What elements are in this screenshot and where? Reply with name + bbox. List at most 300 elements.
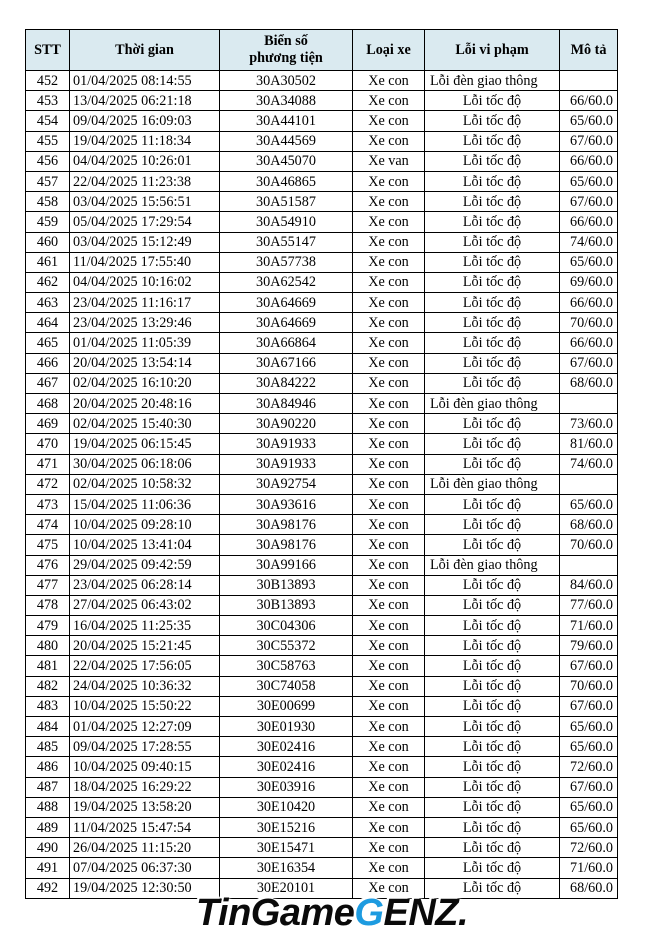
cell-violation: Lỗi tốc độ <box>425 171 560 191</box>
cell-stt: 474 <box>26 515 70 535</box>
cell-vehicle-type: Xe con <box>353 817 425 837</box>
table-row <box>26 151 618 171</box>
cell-vehicle-type: Xe con <box>353 575 425 595</box>
cell-plate: 30A67166 <box>220 353 353 373</box>
cell-vehicle-type: Xe con <box>353 838 425 858</box>
cell-stt: 478 <box>26 595 70 615</box>
cell-violation: Lỗi đèn giao thông <box>425 474 560 494</box>
table-row <box>26 414 618 434</box>
cell-plate: 30A30502 <box>220 71 353 91</box>
header-plate <box>220 30 353 71</box>
cell-violation: Lỗi tốc độ <box>425 656 560 676</box>
cell-plate: 30B13893 <box>220 575 353 595</box>
table-row <box>26 555 618 575</box>
cell-vehicle-type: Xe con <box>353 394 425 414</box>
cell-violation: Lỗi tốc độ <box>425 353 560 373</box>
cell-time: 19/04/2025 06:15:45 <box>70 434 220 454</box>
cell-stt: 477 <box>26 575 70 595</box>
cell-description: 65/60.0 <box>560 111 618 131</box>
cell-violation: Lỗi đèn giao thông <box>425 394 560 414</box>
cell-stt: 468 <box>26 394 70 414</box>
header-description: Mô tả <box>560 30 618 71</box>
cell-description: 68/60.0 <box>560 878 618 898</box>
table-row <box>26 293 618 313</box>
cell-plate: 30A34088 <box>220 91 353 111</box>
cell-description: 70/60.0 <box>560 313 618 333</box>
cell-stt: 469 <box>26 414 70 434</box>
cell-time: 24/04/2025 10:36:32 <box>70 676 220 696</box>
cell-stt: 486 <box>26 757 70 777</box>
cell-violation: Lỗi đèn giao thông <box>425 555 560 575</box>
cell-vehicle-type: Xe con <box>353 474 425 494</box>
table-row <box>26 171 618 191</box>
cell-vehicle-type: Xe con <box>353 272 425 292</box>
cell-plate: 30E01930 <box>220 717 353 737</box>
cell-stt: 467 <box>26 373 70 393</box>
cell-description: 71/60.0 <box>560 858 618 878</box>
cell-vehicle-type: Xe con <box>353 434 425 454</box>
cell-vehicle-type: Xe con <box>353 333 425 353</box>
cell-vehicle-type: Xe con <box>353 313 425 333</box>
cell-stt: 453 <box>26 91 70 111</box>
cell-plate: 30E03916 <box>220 777 353 797</box>
cell-violation: Lỗi tốc độ <box>425 414 560 434</box>
cell-vehicle-type: Xe con <box>353 131 425 151</box>
cell-vehicle-type: Xe con <box>353 171 425 191</box>
cell-description: 68/60.0 <box>560 515 618 535</box>
cell-time: 10/04/2025 09:40:15 <box>70 757 220 777</box>
cell-description: 67/60.0 <box>560 192 618 212</box>
cell-vehicle-type: Xe con <box>353 192 425 212</box>
cell-description: 66/60.0 <box>560 293 618 313</box>
cell-plate: 30E02416 <box>220 757 353 777</box>
cell-vehicle-type: Xe con <box>353 71 425 91</box>
cell-vehicle-type: Xe con <box>353 111 425 131</box>
cell-vehicle-type: Xe con <box>353 797 425 817</box>
cell-stt: 471 <box>26 454 70 474</box>
cell-violation: Lỗi tốc độ <box>425 535 560 555</box>
cell-violation: Lỗi tốc độ <box>425 151 560 171</box>
cell-violation: Lỗi tốc độ <box>425 313 560 333</box>
table-row <box>26 757 618 777</box>
table-row <box>26 394 618 414</box>
violations-table <box>25 29 618 899</box>
cell-time: 01/04/2025 08:14:55 <box>70 71 220 91</box>
table-row <box>26 717 618 737</box>
cell-vehicle-type: Xe con <box>353 353 425 373</box>
table-row <box>26 696 618 716</box>
cell-time: 27/04/2025 06:43:02 <box>70 595 220 615</box>
cell-violation: Lỗi tốc độ <box>425 575 560 595</box>
cell-vehicle-type: Xe con <box>353 293 425 313</box>
cell-violation: Lỗi tốc độ <box>425 373 560 393</box>
cell-description: 69/60.0 <box>560 272 618 292</box>
table-row <box>26 212 618 232</box>
cell-stt: 491 <box>26 858 70 878</box>
cell-description: 65/60.0 <box>560 494 618 514</box>
cell-stt: 482 <box>26 676 70 696</box>
cell-stt: 462 <box>26 272 70 292</box>
cell-vehicle-type: Xe van <box>353 151 425 171</box>
cell-stt: 461 <box>26 252 70 272</box>
cell-stt: 490 <box>26 838 70 858</box>
cell-description: 72/60.0 <box>560 838 618 858</box>
cell-time: 23/04/2025 11:16:17 <box>70 293 220 313</box>
cell-time: 02/04/2025 10:58:32 <box>70 474 220 494</box>
cell-violation: Lỗi tốc độ <box>425 636 560 656</box>
cell-time: 10/04/2025 09:28:10 <box>70 515 220 535</box>
cell-plate: 30E02416 <box>220 737 353 757</box>
cell-stt: 476 <box>26 555 70 575</box>
cell-time: 19/04/2025 11:18:34 <box>70 131 220 151</box>
cell-vehicle-type: Xe con <box>353 616 425 636</box>
cell-time: 10/04/2025 13:41:04 <box>70 535 220 555</box>
cell-violation: Lỗi tốc độ <box>425 696 560 716</box>
table-row <box>26 616 618 636</box>
cell-vehicle-type: Xe con <box>353 858 425 878</box>
table-row <box>26 434 618 454</box>
cell-plate: 30A55147 <box>220 232 353 252</box>
table-row <box>26 858 618 878</box>
cell-violation: Lỗi tốc độ <box>425 676 560 696</box>
cell-vehicle-type: Xe con <box>353 737 425 757</box>
cell-plate: 30A64669 <box>220 293 353 313</box>
cell-vehicle-type: Xe con <box>353 878 425 898</box>
cell-description: 70/60.0 <box>560 535 618 555</box>
cell-vehicle-type: Xe con <box>353 676 425 696</box>
table-row <box>26 737 618 757</box>
cell-description: 65/60.0 <box>560 737 618 757</box>
cell-time: 07/04/2025 06:37:30 <box>70 858 220 878</box>
cell-time: 29/04/2025 09:42:59 <box>70 555 220 575</box>
cell-vehicle-type: Xe con <box>353 212 425 232</box>
cell-plate: 30A51587 <box>220 192 353 212</box>
cell-description: 72/60.0 <box>560 757 618 777</box>
cell-plate: 30A57738 <box>220 252 353 272</box>
cell-description: 68/60.0 <box>560 373 618 393</box>
tingamegenz-watermark-logo <box>196 888 471 938</box>
cell-violation: Lỗi tốc độ <box>425 434 560 454</box>
cell-stt: 463 <box>26 293 70 313</box>
cell-time: 02/04/2025 15:40:30 <box>70 414 220 434</box>
cell-vehicle-type: Xe con <box>353 414 425 434</box>
table-row <box>26 252 618 272</box>
table-row <box>26 535 618 555</box>
cell-time: 09/04/2025 16:09:03 <box>70 111 220 131</box>
cell-description <box>560 474 618 494</box>
cell-plate: 30A98176 <box>220 535 353 555</box>
cell-violation: Lỗi tốc độ <box>425 757 560 777</box>
cell-plate: 30A91933 <box>220 454 353 474</box>
cell-violation: Lỗi tốc độ <box>425 797 560 817</box>
cell-plate: 30A90220 <box>220 414 353 434</box>
table-row <box>26 817 618 837</box>
table-row <box>26 595 618 615</box>
table-row <box>26 474 618 494</box>
cell-violation: Lỗi tốc độ <box>425 454 560 474</box>
cell-vehicle-type: Xe con <box>353 494 425 514</box>
cell-plate: 30A44101 <box>220 111 353 131</box>
cell-plate: 30C55372 <box>220 636 353 656</box>
cell-stt: 475 <box>26 535 70 555</box>
cell-plate: 30A98176 <box>220 515 353 535</box>
header-plate-line2: phương tiện <box>249 50 323 66</box>
cell-description <box>560 71 618 91</box>
cell-violation: Lỗi tốc độ <box>425 616 560 636</box>
table-row <box>26 636 618 656</box>
cell-violation: Lỗi tốc độ <box>425 192 560 212</box>
header-violation: Lỗi vi phạm <box>425 30 560 71</box>
cell-stt: 464 <box>26 313 70 333</box>
cell-description <box>560 555 618 575</box>
cell-description: 65/60.0 <box>560 797 618 817</box>
cell-stt: 457 <box>26 171 70 191</box>
table-row <box>26 313 618 333</box>
cell-stt: 465 <box>26 333 70 353</box>
cell-vehicle-type: Xe con <box>353 232 425 252</box>
cell-plate: 30A92754 <box>220 474 353 494</box>
cell-plate: 30C04306 <box>220 616 353 636</box>
cell-time: 23/04/2025 06:28:14 <box>70 575 220 595</box>
cell-time: 20/04/2025 20:48:16 <box>70 394 220 414</box>
cell-vehicle-type: Xe con <box>353 636 425 656</box>
cell-plate: 30E16354 <box>220 858 353 878</box>
cell-time: 09/04/2025 17:28:55 <box>70 737 220 757</box>
header-plate-line1: Biển số <box>264 33 308 49</box>
cell-description: 67/60.0 <box>560 696 618 716</box>
cell-plate: 30C58763 <box>220 656 353 676</box>
cell-violation: Lỗi tốc độ <box>425 777 560 797</box>
cell-plate: 30A66864 <box>220 333 353 353</box>
cell-violation: Lỗi tốc độ <box>425 858 560 878</box>
cell-stt: 485 <box>26 737 70 757</box>
cell-time: 23/04/2025 13:29:46 <box>70 313 220 333</box>
cell-plate: 30A54910 <box>220 212 353 232</box>
cell-description: 79/60.0 <box>560 636 618 656</box>
cell-description: 65/60.0 <box>560 817 618 837</box>
cell-description: 66/60.0 <box>560 151 618 171</box>
cell-violation: Lỗi tốc độ <box>425 252 560 272</box>
cell-violation: Lỗi đèn giao thông <box>425 71 560 91</box>
cell-violation: Lỗi tốc độ <box>425 878 560 898</box>
cell-stt: 456 <box>26 151 70 171</box>
cell-vehicle-type: Xe con <box>353 777 425 797</box>
cell-stt: 484 <box>26 717 70 737</box>
header-stt: STT <box>26 30 70 71</box>
header-time: Thời gian <box>70 30 220 71</box>
cell-time: 16/04/2025 11:25:35 <box>70 616 220 636</box>
cell-plate: 30E15471 <box>220 838 353 858</box>
cell-time: 20/04/2025 15:21:45 <box>70 636 220 656</box>
cell-plate: 30A46865 <box>220 171 353 191</box>
table-row <box>26 71 618 91</box>
cell-vehicle-type: Xe con <box>353 252 425 272</box>
cell-time: 04/04/2025 10:16:02 <box>70 272 220 292</box>
cell-plate: 30A62542 <box>220 272 353 292</box>
cell-stt: 487 <box>26 777 70 797</box>
table-row <box>26 575 618 595</box>
cell-vehicle-type: Xe con <box>353 454 425 474</box>
table-row <box>26 515 618 535</box>
cell-description: 71/60.0 <box>560 616 618 636</box>
table-row <box>26 192 618 212</box>
cell-stt: 455 <box>26 131 70 151</box>
cell-plate: 30A91933 <box>220 434 353 454</box>
cell-time: 22/04/2025 17:56:05 <box>70 656 220 676</box>
table-row <box>26 777 618 797</box>
cell-description: 67/60.0 <box>560 777 618 797</box>
cell-violation: Lỗi tốc độ <box>425 293 560 313</box>
cell-time: 15/04/2025 11:06:36 <box>70 494 220 514</box>
cell-time: 01/04/2025 11:05:39 <box>70 333 220 353</box>
cell-stt: 483 <box>26 696 70 716</box>
cell-plate: 30E00699 <box>220 696 353 716</box>
cell-plate: 30E10420 <box>220 797 353 817</box>
cell-violation: Lỗi tốc độ <box>425 272 560 292</box>
cell-description: 81/60.0 <box>560 434 618 454</box>
cell-description <box>560 394 618 414</box>
cell-time: 26/04/2025 11:15:20 <box>70 838 220 858</box>
cell-vehicle-type: Xe con <box>353 91 425 111</box>
cell-time: 18/04/2025 16:29:22 <box>70 777 220 797</box>
cell-description: 73/60.0 <box>560 414 618 434</box>
cell-time: 19/04/2025 13:58:20 <box>70 797 220 817</box>
cell-vehicle-type: Xe con <box>353 555 425 575</box>
table-row <box>26 333 618 353</box>
table-body <box>26 71 618 899</box>
cell-violation: Lỗi tốc độ <box>425 717 560 737</box>
cell-description: 66/60.0 <box>560 212 618 232</box>
cell-time: 11/04/2025 15:47:54 <box>70 817 220 837</box>
cell-stt: 492 <box>26 878 70 898</box>
cell-stt: 452 <box>26 71 70 91</box>
cell-vehicle-type: Xe con <box>353 757 425 777</box>
cell-plate: 30A45070 <box>220 151 353 171</box>
cell-description: 65/60.0 <box>560 171 618 191</box>
cell-violation: Lỗi tốc độ <box>425 737 560 757</box>
cell-stt: 481 <box>26 656 70 676</box>
cell-time: 02/04/2025 16:10:20 <box>70 373 220 393</box>
table-row <box>26 353 618 373</box>
cell-stt: 480 <box>26 636 70 656</box>
table-row <box>26 272 618 292</box>
cell-time: 10/04/2025 15:50:22 <box>70 696 220 716</box>
watermark-part1: TinGame <box>196 892 355 934</box>
cell-plate: 30A44569 <box>220 131 353 151</box>
cell-description: 77/60.0 <box>560 595 618 615</box>
cell-violation: Lỗi tốc độ <box>425 212 560 232</box>
cell-time: 03/04/2025 15:12:49 <box>70 232 220 252</box>
cell-vehicle-type: Xe con <box>353 595 425 615</box>
cell-stt: 466 <box>26 353 70 373</box>
cell-plate: 30E20101 <box>220 878 353 898</box>
cell-time: 04/04/2025 10:26:01 <box>70 151 220 171</box>
table-row <box>26 91 618 111</box>
cell-stt: 473 <box>26 494 70 514</box>
header-vehicle-type: Loại xe <box>353 30 425 71</box>
cell-violation: Lỗi tốc độ <box>425 131 560 151</box>
cell-plate: 30C74058 <box>220 676 353 696</box>
cell-vehicle-type: Xe con <box>353 535 425 555</box>
cell-description: 66/60.0 <box>560 333 618 353</box>
cell-violation: Lỗi tốc độ <box>425 515 560 535</box>
cell-violation: Lỗi tốc độ <box>425 838 560 858</box>
header-row <box>26 30 618 71</box>
cell-stt: 472 <box>26 474 70 494</box>
cell-violation: Lỗi tốc độ <box>425 232 560 252</box>
table-row <box>26 454 618 474</box>
cell-stt: 488 <box>26 797 70 817</box>
cell-time: 20/04/2025 13:54:14 <box>70 353 220 373</box>
table-row <box>26 797 618 817</box>
cell-time: 22/04/2025 11:23:38 <box>70 171 220 191</box>
cell-description: 67/60.0 <box>560 131 618 151</box>
table-row <box>26 656 618 676</box>
cell-time: 05/04/2025 17:29:54 <box>70 212 220 232</box>
cell-vehicle-type: Xe con <box>353 696 425 716</box>
cell-time: 30/04/2025 06:18:06 <box>70 454 220 474</box>
cell-plate: 30A64669 <box>220 313 353 333</box>
cell-violation: Lỗi tốc độ <box>425 494 560 514</box>
watermark-part2: G <box>354 892 384 934</box>
table-row <box>26 676 618 696</box>
cell-vehicle-type: Xe con <box>353 515 425 535</box>
table-row <box>26 111 618 131</box>
table-row <box>26 232 618 252</box>
table-row <box>26 373 618 393</box>
cell-plate: 30A84222 <box>220 373 353 393</box>
cell-violation: Lỗi tốc độ <box>425 595 560 615</box>
cell-vehicle-type: Xe con <box>353 373 425 393</box>
cell-time: 13/04/2025 06:21:18 <box>70 91 220 111</box>
cell-description: 67/60.0 <box>560 353 618 373</box>
cell-vehicle-type: Xe con <box>353 656 425 676</box>
cell-description: 74/60.0 <box>560 232 618 252</box>
cell-time: 19/04/2025 12:30:50 <box>70 878 220 898</box>
cell-plate: 30A84946 <box>220 394 353 414</box>
table-header <box>26 30 618 71</box>
cell-stt: 458 <box>26 192 70 212</box>
cell-description: 70/60.0 <box>560 676 618 696</box>
cell-stt: 489 <box>26 817 70 837</box>
cell-plate: 30A93616 <box>220 494 353 514</box>
cell-description: 65/60.0 <box>560 252 618 272</box>
cell-stt: 460 <box>26 232 70 252</box>
cell-vehicle-type: Xe con <box>353 717 425 737</box>
cell-stt: 454 <box>26 111 70 131</box>
table-row <box>26 131 618 151</box>
cell-stt: 470 <box>26 434 70 454</box>
cell-description: 67/60.0 <box>560 656 618 676</box>
table-row <box>26 838 618 858</box>
table-row <box>26 494 618 514</box>
cell-plate: 30A99166 <box>220 555 353 575</box>
cell-time: 11/04/2025 17:55:40 <box>70 252 220 272</box>
watermark-part3: ENZ. <box>383 892 469 934</box>
cell-plate: 30E15216 <box>220 817 353 837</box>
cell-violation: Lỗi tốc độ <box>425 111 560 131</box>
cell-stt: 459 <box>26 212 70 232</box>
cell-description: 84/60.0 <box>560 575 618 595</box>
cell-time: 01/04/2025 12:27:09 <box>70 717 220 737</box>
cell-violation: Lỗi tốc độ <box>425 817 560 837</box>
cell-stt: 479 <box>26 616 70 636</box>
cell-description: 74/60.0 <box>560 454 618 474</box>
cell-description: 66/60.0 <box>560 91 618 111</box>
cell-plate: 30B13893 <box>220 595 353 615</box>
cell-time: 03/04/2025 15:56:51 <box>70 192 220 212</box>
cell-violation: Lỗi tốc độ <box>425 91 560 111</box>
